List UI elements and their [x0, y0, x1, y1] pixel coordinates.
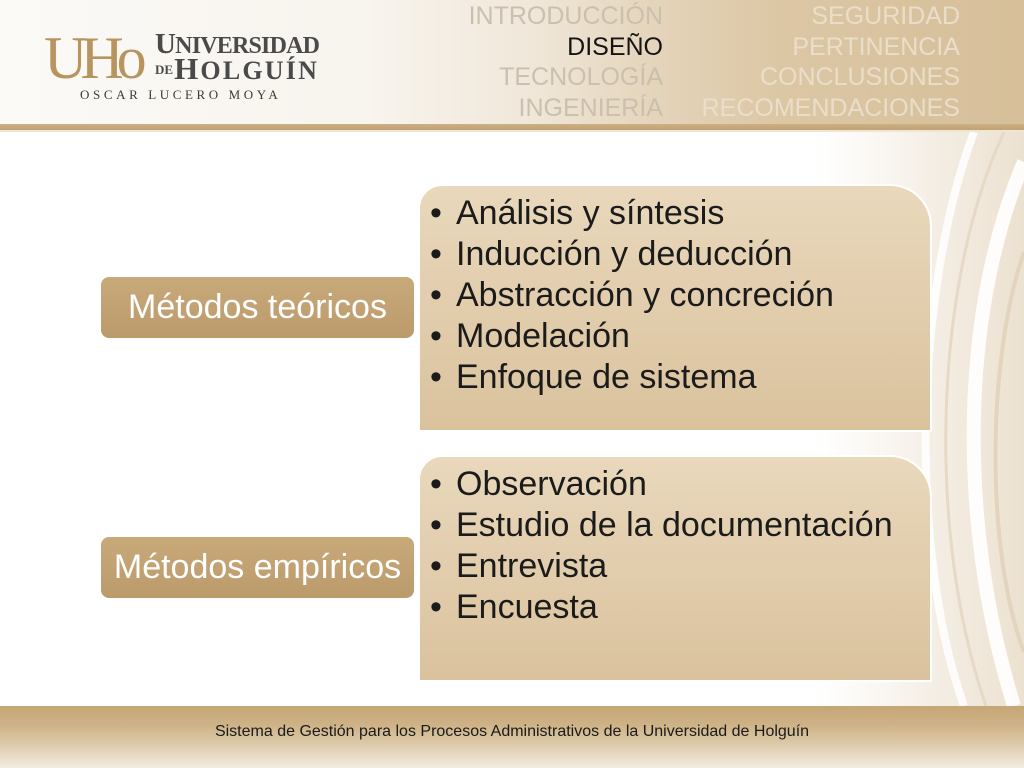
empirical-methods-panel — [418, 455, 932, 682]
logo-subtitle: OSCAR LUCERO MOYA — [80, 87, 282, 102]
header — [0, 0, 1024, 124]
nav-item-introduccion[interactable]: INTRODUCCIÓN — [468, 2, 663, 30]
nav-item-seguridad[interactable]: SEGURIDAD — [811, 2, 960, 30]
method-list-item: • Análisis y síntesis — [420, 193, 930, 234]
method-list-item: • Entrevista — [420, 546, 930, 587]
empirical-methods-label: Métodos empíricos — [101, 537, 414, 598]
uho-monogram-logo: UHo — [44, 25, 140, 91]
method-list-item: • Modelación — [420, 316, 930, 357]
theoretical-methods-label: Métodos teóricos — [101, 277, 414, 338]
footer-text: Sistema de Gestión para los Procesos Administrativos de la Universidad de Holguín — [214, 723, 810, 740]
nav-item-conclusiones[interactable]: CONCLUSIONES — [759, 63, 960, 92]
section-nav-right — [702, 1, 960, 124]
method-list-item: • Abstracción y concreción — [420, 275, 930, 316]
wordmark-universidad: UNIVERSIDAD — [155, 28, 320, 60]
nav-item-ingenieria[interactable]: INGENIERÍA — [518, 94, 663, 123]
theoretical-methods-list — [420, 186, 930, 398]
method-list-item: • Enfoque de sistema — [420, 357, 930, 398]
wordmark-de: DE — [155, 62, 174, 77]
footer — [0, 706, 1024, 768]
nav-item-recomendaciones[interactable]: RECOMENDACIONES — [701, 94, 960, 123]
wordmark-holguin-line — [155, 51, 320, 88]
method-list-item: • Estudio de la documentación — [420, 505, 930, 546]
nav-item-pertinencia[interactable]: PERTINENCIA — [792, 32, 960, 61]
empirical-methods-list — [420, 457, 930, 628]
method-list-item: • Encuesta — [420, 587, 930, 628]
nav-item-diseno[interactable]: DISEÑO — [567, 32, 663, 61]
method-list-item: • Inducción y deducción — [420, 234, 930, 275]
university-logo — [0, 0, 340, 124]
section-nav-left — [469, 1, 663, 124]
theoretical-methods-panel — [418, 184, 932, 432]
method-list-item: • Observación — [420, 464, 930, 505]
wordmark-holguin: HOLGUÍN — [174, 51, 320, 86]
nav-item-tecnologia[interactable]: TECNOLOGÍA — [499, 63, 663, 92]
